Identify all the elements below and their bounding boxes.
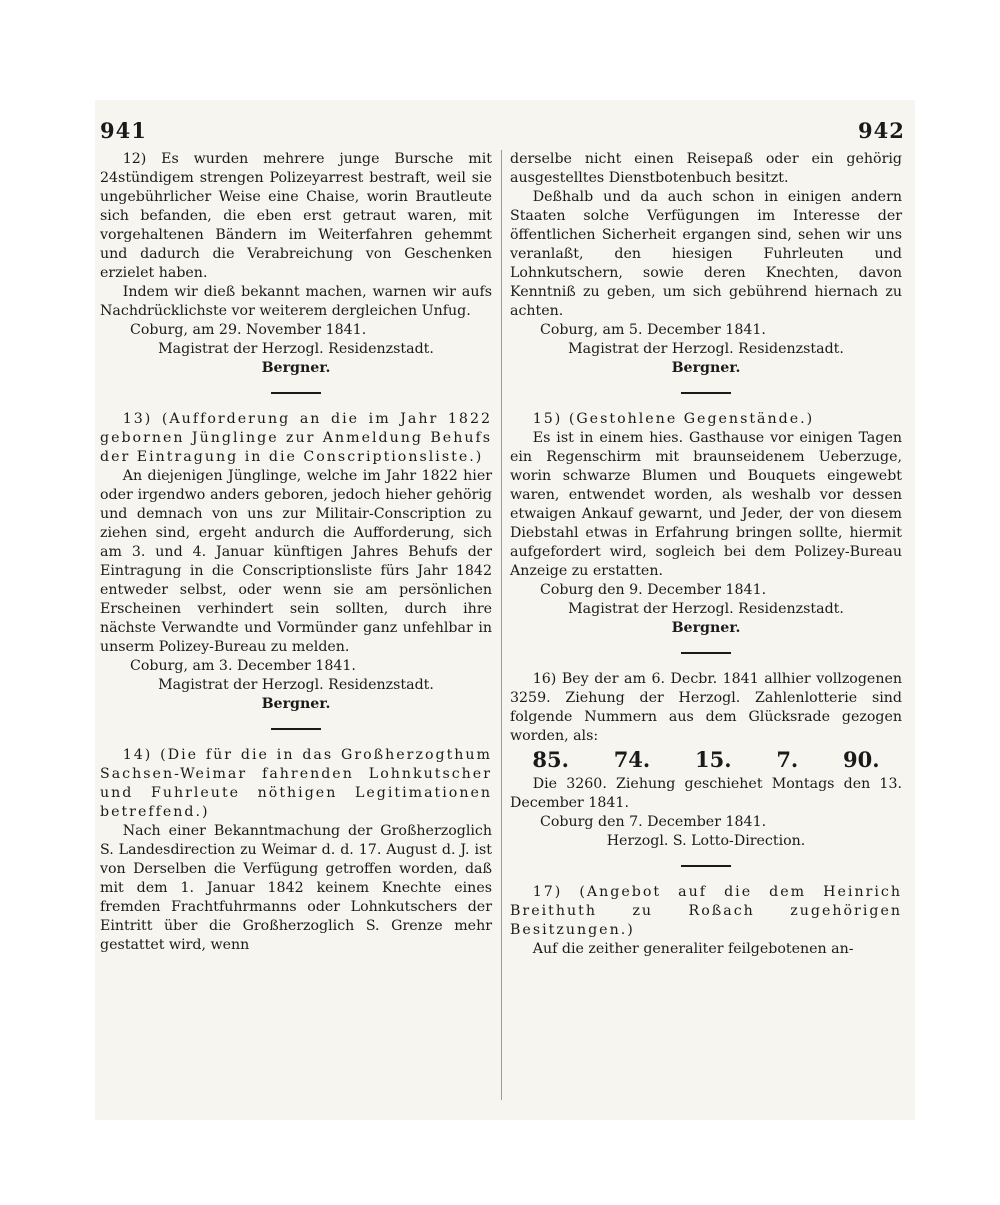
notice-12-place-date: Coburg, am 29. November 1841. [130, 322, 367, 338]
notice-17-text: Auf die zeither generaliter feilgebotenen an- [532, 941, 854, 957]
page-number-right: 942 [858, 118, 905, 143]
page-number-left: 941 [100, 118, 147, 143]
notice-15-place-date: Coburg den 9. December 1841. [540, 582, 767, 598]
notice-13-text: An diejenigen Jünglinge, welche im Jahr 1822 hier oder irgendwo anders geboren, jedoch hieher gehörig und demnach von uns zur Militair-Conscription zu ziehen sind, ergeht andurch die Aufforderung, sich am 3. und 4. Januar künftigen Jahres Behufs der Eintragung in die Conscriptionsliste fürs Jahr 1842 entweder selbst, oder wenn sie am persönlichen Erscheinen verhindert sein sollten, durch ihre nächste Verwandte und Vormünder ganz unfehlbar in unserm Polizey-Bureau zu melden. [100, 468, 492, 655]
separator-rule [271, 392, 321, 394]
notice-16-authority: Herzogl. S. Lotto-Direction. [606, 833, 806, 849]
notice-14-place-date: Coburg, am 5. December 1841. [540, 322, 766, 338]
separator-rule [681, 865, 731, 867]
lottery-number: 74. [613, 747, 651, 772]
notice-15-signature: Bergner. [671, 620, 741, 636]
notice-13-signature: Bergner. [261, 696, 331, 712]
separator-rule [681, 392, 731, 394]
notice-16-place-date: Coburg den 7. December 1841. [540, 814, 767, 830]
notice-17-heading: 17) (Angebot auf die dem Heinrich Breithuth zu Roßach zugehörigen Besitzungen.) [510, 884, 902, 938]
lottery-number: 85. [532, 747, 569, 772]
column-divider [501, 150, 502, 1100]
notice-14-continued: derselbe nicht einen Reisepaß oder ein gehörig ausgestelltes Dienstbotenbuch besitzt. [510, 151, 902, 186]
separator-rule [271, 728, 321, 730]
notice-14-authority: Magistrat der Herzogl. Residenzstadt. [568, 341, 844, 357]
lottery-number: 7. [776, 747, 799, 772]
notice-13-place-date: Coburg, am 3. December 1841. [130, 658, 356, 674]
notice-12-warning: Indem wir dieß bekannt machen, warnen wir aufs Nachdrücklichste vor weiterem dergleichen Unfug. [100, 284, 492, 319]
notice-14-text: Nach einer Bekanntmachung der Großherzoglich S. Landesdirection zu Weimar d. d. 17. August d. J. ist von Derselben die Verfügung getroffen worden, daß mit dem 1. Januar 1842 keinem Knechte eines fremden Frachtfuhrmanns oder Lohnkutschers der Eintritt über die Großherzoglich S. Grenze mehr gestattet wird, wenn [100, 823, 492, 953]
right-column [510, 150, 902, 959]
notice-14-heading: 14) (Die für die in das Großherzogthum Sachsen-Weimar fahrenden Lohnkutscher und Fuhrleute nöthigen Legitimationen betreffend.) [100, 747, 492, 820]
notice-12-signature: Bergner. [261, 360, 331, 376]
notice-15-heading: 15) (Gestohlene Gegenstände.) [532, 411, 815, 427]
notice-16-next-draw: Die 3260. Ziehung geschiehet Montags den 13. December 1841. [510, 776, 902, 811]
separator-rule [681, 652, 731, 654]
notice-13-heading: 13) (Aufforderung an die im Jahr 1822 gebornen Jünglinge zur Anmeldung Behufs der Eintragung in die Conscriptionsliste.) [100, 411, 492, 465]
lottery-number: 90. [843, 747, 880, 772]
notice-15-text: Es ist in einem hies. Gasthause vor einigen Tagen ein Regenschirm mit braunseidenem Ueberzuge, worin schwarze Blumen und Bouquets eingewebt waren, entwendet worden, als weshalb vor dessen etwaigen Ankauf gewarnt, und Jeder, der von diesem Diebstahl etwas in Erfahrung bringen sollte, hiermit aufgefordert wird, sogleich bei dem Polizey-Bureau Anzeige zu erstatten. [510, 430, 902, 579]
lottery-number: 15. [695, 747, 732, 772]
notice-14-continued-2: Deßhalb und da auch schon in einigen andern Staaten solche Verfügungen im Interesse der öffentlichen Sicherheit ergangen sind, sehen wir uns veranlaßt, den hiesigen Fuhrleuten und Lohnkutschern, sowie deren Knechten, davon Kenntniß zu geben, um sich gebührend hiernach zu achten. [510, 189, 902, 319]
left-column [100, 150, 492, 955]
notice-12-text: 12) Es wurden mehrere junge Bursche mit 24stündigem strengen Polizeyarrest bestraft, weil sie ungebührlicher Weise eine Chaise, worin Brautleute sich befanden, die eben erst getraut waren, mit vorgehaltenen Bändern im Weiterfahren gehemmt und dadurch die Verabreichung von Geschenken erzielet haben. [100, 151, 492, 281]
notice-15-authority: Magistrat der Herzogl. Residenzstadt. [568, 601, 844, 617]
lottery-numbers [510, 747, 902, 772]
notice-16-text: 16) Bey der am 6. Decbr. 1841 allhier vollzogenen 3259. Ziehung der Herzogl. Zahlenlotterie sind folgende Nummern aus dem Glücksrade gezogen worden, als: [510, 671, 902, 744]
notice-12-authority: Magistrat der Herzogl. Residenzstadt. [158, 341, 434, 357]
notice-14-signature: Bergner. [671, 360, 741, 376]
notice-13-authority: Magistrat der Herzogl. Residenzstadt. [158, 677, 434, 693]
